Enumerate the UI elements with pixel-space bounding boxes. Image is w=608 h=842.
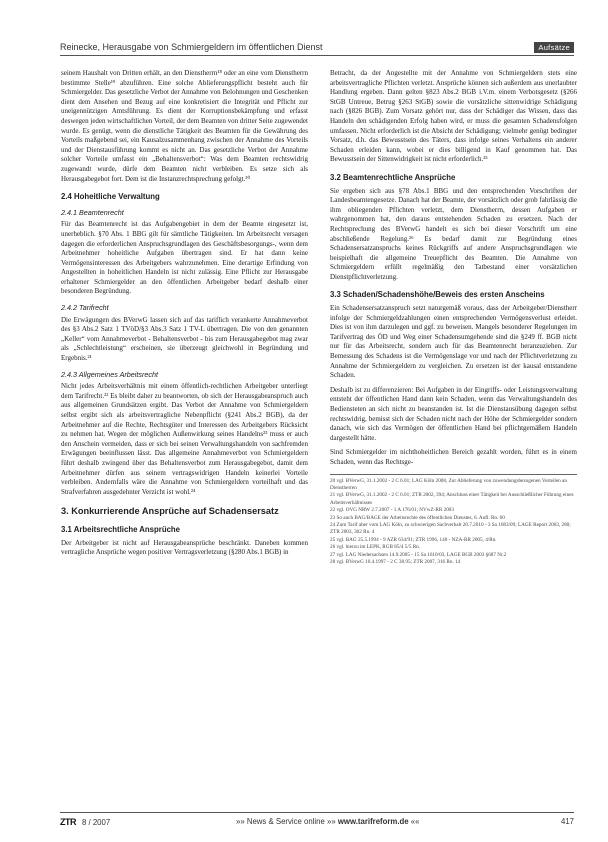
- footnote: 23 So auch BAG/BAGE der Arbeitsrechte des öffentlichen Dienstes, 6. Aufl. Rn. 60: [330, 514, 505, 521]
- paragraph: Nicht jedes Arbeitsverhältnis mit einem öffentlich-rechtlichen Arbeitgeber unterliegt dem Tarifrecht.²² Es bleibt daher zu beantworten, ob sich der Herausgabeanspruch auch aus allgemeinen Grundsätzen ergibt. Das Verbot der Annahme von Schmiergeldern selbst ergibt sich als arbeitsvertragliche Nebenpflicht (§241 Abs.2 BGB), da der Arbeitnehmer auf die Rechte, Rechtsgüter und Interessen des Arbeitgebers Rücksicht zu nehmen hat. Wegen der möglichen Außenwirkung seines Handelns²³ muss er auch den Anschein vermeiden, dass er sich bei seinen Verwaltungshandeln von sachfremden Erwägungen beeinflussen lässt. Das allgemeine Annahmeverbot von Schmiergeldern führt deshalb zwingend über das Behaltensverbot zum Herausgabegebot, damit dem Arbeitnehmer dürfen aus seinem vertragswidrigen Handeln keinerlei Vorteile verbleiben. Andernfalls wäre die Annahme von Schmiergeldern vorteilhaft und das Strafverfahren ausgedehnter Verzicht ist wohl.²⁴: [61, 382, 308, 496]
- footer-promo: [236, 817, 419, 826]
- footer-promo-prefix: »» News & Service online »»: [236, 817, 336, 826]
- running-header: [60, 42, 574, 56]
- subsection-heading: 2.4.3 Allgemeines Arbeitsrecht: [61, 369, 158, 379]
- issue-info: [60, 817, 110, 827]
- running-footer: [60, 812, 574, 827]
- left-column: [61, 69, 308, 799]
- footnote: 26 vgl. hierzu im LEPK, RGB 85/4 5/5 Rn.: [330, 544, 421, 551]
- paragraph: Deshalb ist zu differenzieren: Bei Aufgaben in der Eingriffs- oder Leistungsverwaltung entsteht der öffentlichen Hand dann kein Schaden, wenn das Verwaltungshandeln des Bediensteten an sich nicht zu beanstanden ist. Ist die Dienstausübung dagegen selbst rechtswidrig, bemisst sich der Schaden nicht nach der Höhe der Schmiergelder sondern danach, wie sich das Vermögen der öffentlichen Hand bei pflichtgemäßem Handeln dargestellt hätte.: [330, 385, 577, 442]
- footnote: 20 vgl. BVerwG, 31.1.2002 - 2 C 6.01; LAG Köln 2008, Zur Ablieferung von zuwendungsbezogenen Vorteilen an Dienstherren: [330, 477, 567, 491]
- footnotes: [330, 474, 577, 567]
- section-badge: Aufsätze: [534, 42, 574, 53]
- footnote: 27 vgl. LAG Niedersachsen 14.9.2005 - 15 Sa 1610/03, LAGE BGB 2003 §687 Nr.2: [330, 551, 507, 558]
- subsection-heading: 2.4.2 Tarifrecht: [61, 303, 109, 313]
- footnote: 25 vgl. BAG 25.5.1994 - 9 AZR 634/91; ZTR 1996, 140 - NZA-RR 2005, 4/Rn.: [330, 536, 497, 543]
- paragraph: Für das Beamtenrecht ist das Aufgabengebiet in dem der Beamte eingesetzt ist, unerheblich. §70 Abs. 1 BBG gilt für sämtliche Tätigkeiten. Im Arbeitsrecht versagen dagegen die erforderlichen Anspruchsgrundlagen des Geschäftsbesorgungs-, wenn dem Arbeitnehmer hoheitliche Aufgaben übertragen sind. Er hat dann keine Vermögensinteressen des Arbeitgebers wahrzunehmen. Eine derartige Erfindung von Angestellten in hoheitlichen Handeln ist nicht zulässig. Eine Pflicht zur Herausgabe erhaltener Schmiergelder an den öffentlichen Arbeitgeber bedarf deshalb einer besonderen Begründung.: [61, 220, 308, 296]
- chapter-heading: 3. Konkurrierende Ansprüche auf Schadensersatz: [61, 506, 279, 517]
- section-heading: 2.4 Hoheitliche Verwaltung: [61, 192, 160, 202]
- paragraph: Betracht, da der Angestellte mit der Annahme von Schmiergeldern stets eine arbeitsvertragliche Pflichten verletzt. Ansprüche können sich außerdem aus unerlaubter Handlung ergeben. Dann gelten §823 Abs.2 BGB i.V.m. einem Verbotsgesetz (§266 StGB Untreue, Betrug §263 StGB) sowie die vorsätzliche sittenwidrige Schädigung nach (§826 BGB). Zum Vorsatz gehört nur, dass der Schädiger das Wissen, dass das Handeln den schädigenden Erfolg haben wird, er muss die gesamten Schadensfolgen umfassen. Nicht erforderlich ist die Absicht der Schädigung; vielmehr genügt bedingter Vorsatz, d.h. das Bewusstsein des Täters, dass infolge seines Verhaltens ein anderer Schaden erleiden kann, wobei er dies billigend in Kauf genommen hat. Das Bewusstsein der Sittenwidrigkeit ist nicht erforderlich.²⁵: [330, 69, 577, 164]
- subsection-heading: 2.4.1 Beamtenrecht: [61, 207, 124, 217]
- paragraph: seinem Haushalt von Dritten erhält, an den Dienstherrn¹⁸ oder an eine vom Dienstherrn bestimmte Stelle¹⁹ abzuführen. Eine solche Ablieferungspflicht besteht auch für Schmiergelder. Das gesetzliche Verbot der Annahme von Belohnungen und Geschenken dient dem Ansehen und Bezug auf eine konkretisiert die Integrität und Pflicht zur uneigennützigen Amtsführung. Es dient der Korruptionsbekämpfung und erfasst deswegen jeden wirtschaftlichen Vorteil, der dem Beamten von dritter Seite zugewendet wurde. Es genügt, wenn die dienstliche Tätigkeit des Beamten für die Gewährung des Vorteils maßgebend sei, ein Kausalzusammenhang zwischen der Annahme des Vorteils und der Dienstausführung kommt es nicht an. Das gesetzliche Verbot der Annahme solcher Vorteile umfasst ein „Behaltensverbot“: Was dem Beamten rechtswidrig zugewandt wurde, dürfe dem Beamten nicht verbleiben. Es setze sich als Herausgabegebot fort. Dem ist die Instanzrechtsprechung gefolgt.²⁰: [61, 69, 308, 183]
- issue-number: 8 / 2007: [82, 818, 111, 827]
- paragraph: Sie ergeben sich aus §78 Abs.1 BBG und den entsprechenden Vorschriften der Landesbeamtengesetze. Danach hat der Beamte, der vorsätzlich oder grob fahrlässig die ihm obliegenden Pflichten verletzt, dem Dienstherrn, dessen Aufgaben er wahrgenommen hat, den daraus entstehenden Schaden zu ersetzen. Nach der Rechtsprechung des BVerwG handelt es sich bei dieser Vorschrift um eine abschließende Regelung.²⁶ Es bedarf damit zur Begründung eines Schadensersatzanspruchs keines Rückgriffs auf andere Anspruchsgrundlagen wie beispielhaft die allgemeine Treuepflicht des Beamten. Die Annahme von Schmiergeldern erfüllt regelmäßig den Tatbestand einer vorsätzlichen Dienstpflichtverletzung.: [330, 186, 577, 281]
- section-heading: 3.1 Arbeitsrechtliche Ansprüche: [61, 524, 181, 534]
- paragraph: Die Erwägungen des BVerwG lassen sich auf das tariflich verankerte Annahmeverbot des §3 Abs.2 Satz 1 TVöD/§3 Abs.3 Satz 1 TV-L übertragen. Die von den genannten „Keller“ vom Annahmeverbot - Behaltensverbot - bis zum Herausgabegebot mag zwar als „Schlechtleistung“ erscheinen, sie überzeugt gleichwohl in Begründung und Ergebnis.²¹: [61, 315, 308, 363]
- paragraph: Sind Schmiergelder im nichthoheitlichen Bereich gezahlt worden, führt es in einem Schaden, wenn das Rechtsge-: [330, 448, 577, 466]
- section-heading: 3.2 Beamtenrechtliche Ansprüche: [330, 172, 456, 182]
- paragraph: Der Arbeitgeber ist nicht auf Herausgabeansprüche beschränkt. Daneben kommen vertragliche Ansprüche wegen positiver Vertragsverletzung (§280 Abs.1 BGB) in: [61, 538, 308, 557]
- journal-logo: ZTR: [60, 817, 76, 827]
- right-column: [330, 69, 577, 799]
- footnote: 22 vgl. OVG NRW 2.7.2007 - 1 A 176/01; NVwZ-RR 2003: [330, 507, 454, 514]
- header-title: Reinecke, Herausgabe von Schmiergeldern im öffentlichen Dienst: [60, 42, 323, 52]
- footnote: 21 vgl. BVerwG, 31.1.2002 - 2 C 6.01; ZTR 2002, 394; Anschluss einer Tätigkeit bei Ausschließlicher Führung eines Arbeitsverhältnisses: [330, 492, 574, 506]
- section-heading: 3.3 Schaden/Schadenshöhe/Beweis des ersten Anscheins: [330, 290, 545, 300]
- footer-url-link[interactable]: www.tarifreform.de: [337, 817, 409, 826]
- footnote: 28 vgl. BVerwG 10.4.1997 - 2 C 38.95; ZTR 2007, 316 Rn. 14: [330, 559, 461, 566]
- page-number: 417: [560, 817, 574, 826]
- paragraph: Ein Schadensersatzanspruch setzt naturgemäß voraus, dass der Arbeitgeber/Dienstherr infolge der Schmiergeldzahlungen einen entsprechenden Vermögensverlust erleidet. Dies ist von ihm darzulegen und ggf. zu beweisen. Mangels besonderer Regelungen im Tarifvertrag des ÖD und Weg einer Schadensumgehende sind die §249 ff. BGB nicht nur für das Arbeitsrecht, sondern auch für das Beamtenrecht heranzuziehen. Zur Bemessung des Schadens ist die Vermögenslage vor und nach der Pflichtverletzung zu Annahme der Schmiergeldern zu vergleichen. Zu ersetzen ist der kausal entstandene Schaden.: [330, 304, 577, 380]
- footer-promo-suffix: ««: [410, 817, 420, 826]
- footnote: 24 Zum Tarif aber vom LAG Köln, zu schwierigen Sachverhalt 20.7.2010 - 3 Sa 1683/09; LAGE Report 2003, 280; ZTR 2003, 302 Rn. 4: [330, 522, 571, 536]
